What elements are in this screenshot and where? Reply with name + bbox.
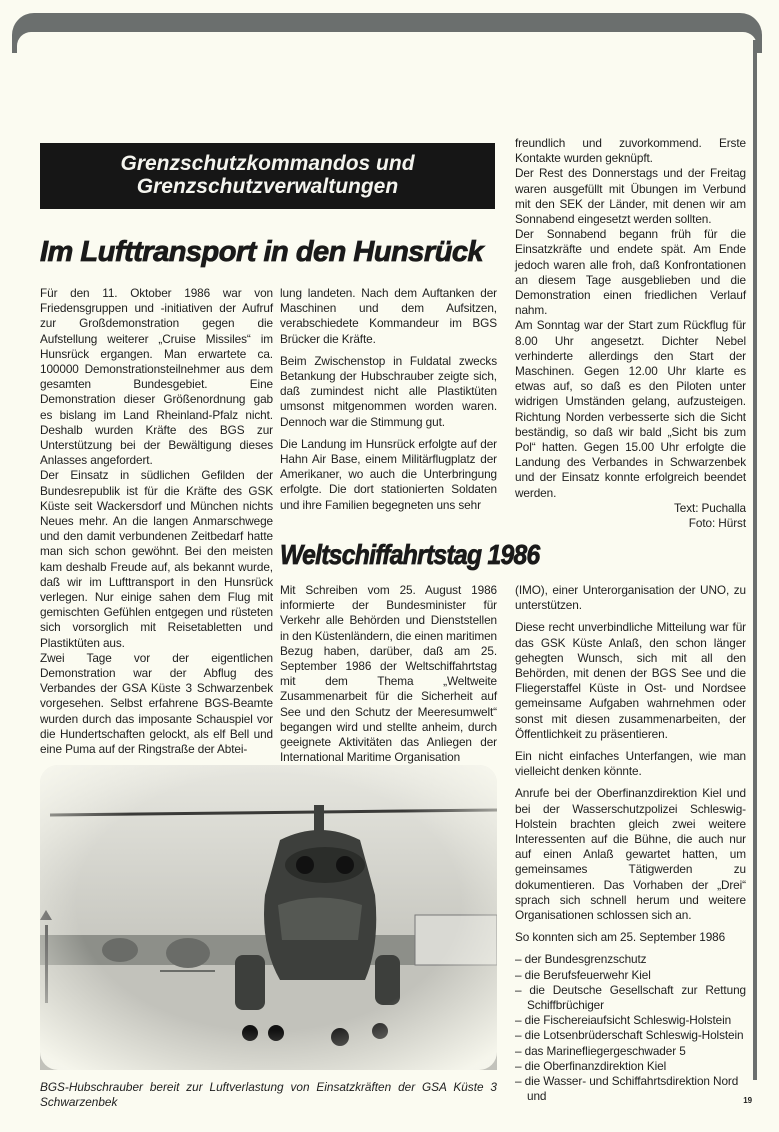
list-item: – die Lotsenbrüderschaft Schleswig-Holstein [515, 1028, 744, 1043]
page-frame-right-rule [753, 40, 757, 1080]
paragraph: Ein nicht einfaches Unterfangen, wie man vielleicht denken könnte. [515, 749, 746, 779]
list-tail: und [527, 1089, 547, 1104]
helicopter-photo [40, 765, 497, 1070]
paragraph: Die Landung im Hunsrück erfolgte auf der Hahn Air Base, einem Militärflugplatz der Amerikaner, wo auch die Unterbringung erfolgte. Die dort stationierten Soldaten und ihre Familien begegneten uns sehr [280, 436, 497, 512]
page-number: 19 [743, 1096, 752, 1106]
list-item: – die Wasser- und Schiffahrtsdirektion Nord [515, 1074, 739, 1089]
section-banner-line2: Grenzschutzverwaltungen [136, 175, 399, 198]
section-banner-line1: Grenzschutzkommandos und [120, 152, 415, 175]
list-item: – der Bundesgrenzschutz [515, 952, 647, 967]
section-banner [40, 143, 495, 209]
article1-column3 [515, 136, 746, 531]
paragraph: Der Rest des Donnerstags und der Freitag waren ausgefüllt mit Übungen im Verbund mit den SEK der Länder, mit denen wir am Sonnabend eingesetzt werden sollten. [515, 166, 746, 227]
paragraph: Am Sonntag war der Start zum Rückflug für 8.00 Uhr angesetzt. Dichter Nebel verhinderte allerdings den Start der Maschinen. Gegen 12.00 Uhr klarte es etwas auf, so daß es den Piloten unter widrigen Umständen gelang, aufzusteigen. Richtung Norden verbesserte sich die Sicht beständig, so daß wir bald „Sicht bis zum Pol“ hatten. Gegen 15.00 Uhr erfolgte die Landung des Verbandes in Schwarzenbek und der Einsatz konnte erfolgreich beendet werden. [515, 318, 746, 500]
paragraph: Der Sonnabend begann früh für die Einsatzkräfte und endete spät. Am Ende jedoch waren alle froh, daß Konfrontationen an diesem Tage ausgeblieben und die Demonstration einen friedlichen Verlauf nahm. [515, 227, 746, 318]
photo-caption: BGS-Hubschrauber bereit zur Luftverlastung von Einsatzkräften der GSA Küste 3 Schwarzenbek [40, 1080, 497, 1110]
credit-photo: Foto: Hürst [688, 516, 746, 531]
list-item: – die Oberfinanzdirektion Kiel [515, 1058, 667, 1073]
list-item: – die Berufsfeuerwehr Kiel [515, 967, 651, 982]
organisation-list [515, 952, 752, 1106]
paragraph: Diese recht unverbindliche Mitteilung war für das GSK Küste Anlaß, den schon länger gehegten Wunsch, sich mit all den Behörden, mit denen der BGS See und die Fliegerstaffel Küste in Ost- und Nordsee gemeinsame Aufgaben wahrnehmen oder sonst mit diesen zusammenarbeiten, der Öffentlichkeit zu präsentieren. [515, 620, 746, 741]
credit-text: Text: Puchalla [673, 500, 746, 515]
article1-title: Im Lufttransport in den Hunsrück [40, 236, 484, 268]
list-item: – das Marinefliegergeschwader 5 [515, 1043, 686, 1058]
paragraph: lung landeten. Nach dem Auftanken der Maschinen und dem Aufsitzen, verabschiedete Kommandeur im BGS Brücker die Kräfte. [280, 286, 497, 346]
list-item: – die Deutsche Gesellschaft zur Rettung Schiffbrüchiger [515, 982, 746, 1013]
paragraph: Beim Zwischenstop in Fuldatal zwecks Betankung der Hubschrauber zeigte sich, daß zumindest nicht alle Plastiktüten umsonst mitgenommen worden waren. Dennoch war die Stimmung gut. [280, 353, 497, 429]
paragraph: Zwei Tage vor der eigentlichen Demonstration war der Abflug des Verbandes der GSA Küste 3 Schwarzenbek vorgesehen. Selbst erfahrene BGS-Beamte wurden durch das imposante Schauspiel vor die Hundertschaften gelockt, als elf Bell und eine Puma auf der Ringstraße der Abtei- [40, 650, 273, 757]
paragraph: Mit Schreiben vom 25. August 1986 informierte der Bundesminister für Verkehr alle Behörden und Dienststellen in den Küstenländern, die einen maritimen Bezug haben, darüber, daß am 25. September 1986 der Weltschiffahrtstag mit dem Thema „Weltweite Zusammenarbeit für die Sicherheit auf See und den Schutz der Meeresumwelt“ begangen wird und stellte anheim, durch geeignete Aktivitäten das Anliegen der International Maritime Organisation [280, 583, 497, 765]
list-item: – die Fischereiaufsicht Schleswig-Holstein [515, 1013, 732, 1028]
paragraph: freundlich und zuvorkommend. Erste Kontakte wurden geknüpft. [515, 136, 746, 166]
article2-column1 [280, 583, 497, 765]
article2-column2 [515, 583, 752, 1109]
paragraph: So konnten sich am 25. September 1986 [515, 930, 726, 945]
paragraph: Der Einsatz in südlichen Gefilden der Bundesrepublik ist für die Kräfte des GSK Küste seit Wackersdorf und München nichts Neues mehr. An die langen Anmarschwege und den damit verbundenen Zeitbedarf hatte man sich schon gewöhnt. Bei den meisten kam deshalb Freude auf, als bekannt wurde, daß wir im Lufttransport in den Hunsrück verlegen. Nur einige sahen dem Flug mit gemischten Gefühlen entgegen und rüsteten sich vorsorglich mit Reisetabletten und Plastiktüten aus. [40, 468, 273, 650]
article2-title: Weltschiffahrtstag 1986 [280, 539, 540, 570]
paragraph: Anrufe bei der Oberfinanzdirektion Kiel und bei der Wasserschutzpolizei Schleswig-Holstein brachten gleich zwei weitere Interessenten auf die Bühne, die auch nur auf einen Anlaß gewartet hatten, um gemeinsames Tätigwerden zu dokumentieren. Das Vorhaben der „Drei“ sprach sich schnell herum und weitere Organisationen schlossen sich an. [515, 786, 746, 923]
article1-column2 [280, 286, 497, 513]
list-tail-row [515, 1089, 752, 1106]
paragraph: (IMO), einer Unterorganisation der UNO, zu unterstützen. [515, 583, 746, 613]
paragraph: Für den 11. Oktober 1986 war von Friedensgruppen und -initiativen der Aufruf zur Großdemonstration gegen die Aufstellung weiterer „Cruise Missiles“ im Hunsrück ergangen. Man erwartete ca. 100000 Demonstrationsteilnehmer aus dem gesamten Bundesgebiet. Eine Demonstration dieser Größenordnung gab es bislang im Land Rheinland-Pfalz nicht. Deshalb wurden Kräfte des BGS zur Unterstützung bei der Bewältigung dieses Anlasses angefordert. [40, 286, 273, 468]
article1-column1 [40, 286, 273, 757]
